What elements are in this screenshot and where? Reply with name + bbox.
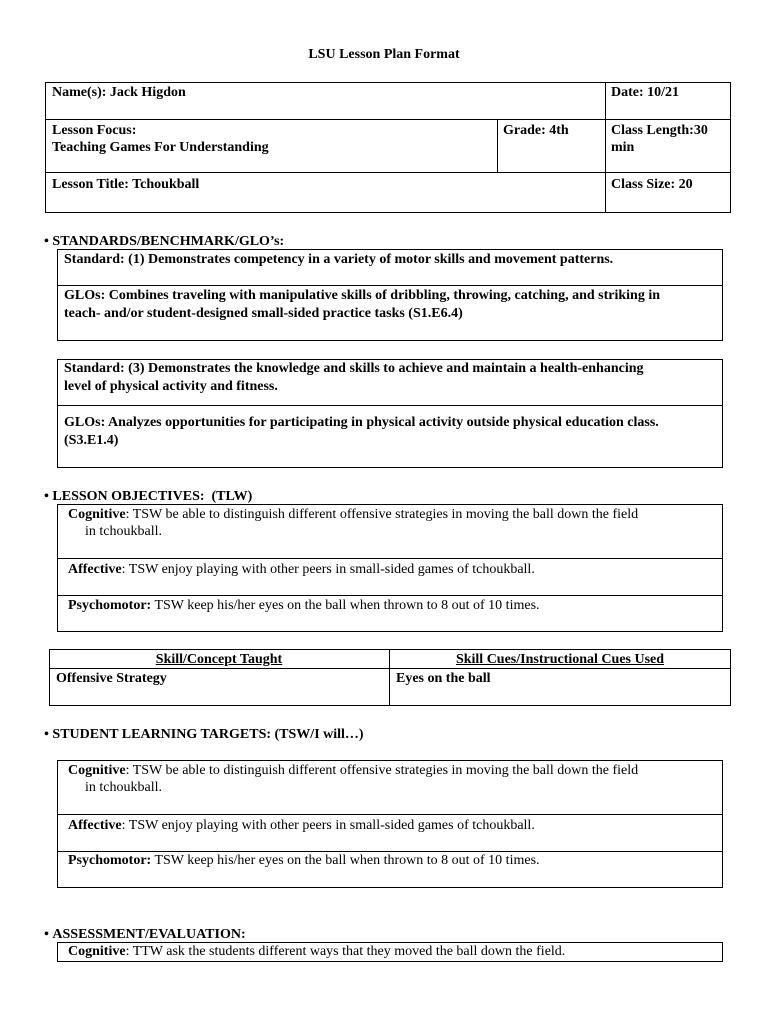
objectives-divider-1	[57, 558, 723, 559]
assessment-cognitive-label: Cognitive	[68, 944, 126, 959]
skills-value-2: Eyes on the ball	[396, 671, 491, 686]
assessment-cognitive	[68, 943, 565, 960]
glo-1-line-1: GLOs: Combines traveling with manipulative skills of dribbling, throwing, catching, and striking in	[64, 288, 661, 303]
lesson-focus-value: Teaching Games For Understanding	[52, 140, 269, 155]
objective-cognitive-text: : TSW be able to distinguish different offensive strategies in moving the ball down the field	[125, 507, 639, 522]
target-cognitive-label: Cognitive	[68, 763, 126, 778]
target-affective	[68, 817, 535, 834]
standards-heading: • STANDARDS/BENCHMARK/GLO’s:	[44, 234, 285, 249]
target-psychomotor-text: TSW keep his/her eyes on the ball when thrown to 8 out of 10 times.	[151, 853, 540, 868]
glo-1-line-2: teach- and/or student-designed small-sided practice tasks (S1.E6.4)	[64, 306, 463, 321]
header-col-divider-grade	[497, 119, 498, 172]
document-title: LSU Lesson Plan Format	[308, 47, 460, 62]
target-cognitive	[68, 762, 638, 779]
target-affective-label: Affective	[68, 818, 122, 833]
skills-col-header-2: Skill Cues/Instructional Cues Used	[455, 652, 665, 667]
skills-col-header-1: Skill/Concept Taught	[155, 652, 283, 667]
skills-header-divider	[49, 668, 731, 669]
standard-1-text: Standard: (1) Demonstrates competency in a variety of motor skills and movement patterns.	[64, 252, 614, 267]
objective-cognitive-cont: in tchoukball.	[85, 524, 162, 539]
class-length-unit: min	[611, 140, 635, 155]
assessment-cognitive-text: : TTW ask the students different ways that they moved the ball down the field.	[125, 944, 566, 959]
objective-affective-label: Affective	[68, 562, 122, 577]
objectives-heading: • LESSON OBJECTIVES: (TLW)	[44, 489, 253, 504]
header-row-divider-2	[45, 172, 731, 173]
standard-3-line-2: level of physical activity and fitness.	[64, 379, 278, 394]
skills-value-1: Offensive Strategy	[56, 671, 167, 686]
glo-3-line-1: GLOs: Analyzes opportunities for participating in physical activity outside physical education class.	[64, 415, 659, 430]
target-affective-text: : TSW enjoy playing with other peers in small-sided games of tchoukball.	[121, 818, 535, 833]
objective-psychomotor-label: Psychomotor:	[68, 598, 152, 613]
name-field: Name(s): Jack Higdon	[52, 85, 186, 100]
objective-affective	[68, 561, 535, 578]
objective-cognitive-label: Cognitive	[68, 507, 126, 522]
target-cognitive-text: : TSW be able to distinguish different offensive strategies in moving the ball down the field	[125, 763, 639, 778]
standard-3-divider	[57, 405, 723, 406]
lesson-focus-label: Lesson Focus:	[52, 123, 137, 138]
lesson-title-field: Lesson Title: Tchoukball	[52, 177, 200, 192]
class-length-field: Class Length:30	[611, 123, 708, 138]
target-psychomotor	[68, 852, 540, 869]
header-col-divider-right	[605, 82, 606, 213]
grade-field: Grade: 4th	[503, 123, 569, 138]
date-field: Date: 10/21	[611, 85, 680, 100]
targets-heading: • STUDENT LEARNING TARGETS: (TSW/I will…)	[44, 727, 364, 742]
targets-divider-1	[57, 814, 723, 815]
targets-heading-text: STUDENT LEARNING TARGETS: (TSW/I will…)	[52, 727, 364, 742]
objectives-divider-2	[57, 595, 723, 596]
objective-cognitive	[68, 506, 638, 523]
objective-psychomotor-text: TSW keep his/her eyes on the ball when thrown to 8 out of 10 times.	[151, 598, 540, 613]
assessment-heading-text: ASSESSMENT/EVALUATION:	[52, 927, 246, 942]
header-row-divider-1	[45, 119, 731, 120]
target-cognitive-cont: in tchoukball.	[85, 780, 162, 795]
objective-affective-text: : TSW enjoy playing with other peers in small-sided games of tchoukball.	[121, 562, 535, 577]
class-size-field: Class Size: 20	[611, 177, 693, 192]
target-psychomotor-label: Psychomotor:	[68, 853, 152, 868]
objectives-heading-text: LESSON OBJECTIVES: (TLW)	[48, 489, 253, 504]
standards-heading-text: STANDARDS/BENCHMARK/GLO’s:	[52, 234, 285, 249]
standard-3-line-1: Standard: (3) Demonstrates the knowledge and skills to achieve and maintain a health-enhancing	[64, 361, 644, 376]
standard-1-divider	[57, 285, 723, 286]
glo-3-line-2: (S3.E1.4)	[64, 433, 119, 448]
assessment-heading: • ASSESSMENT/EVALUATION:	[44, 927, 246, 942]
objective-psychomotor	[68, 597, 540, 614]
